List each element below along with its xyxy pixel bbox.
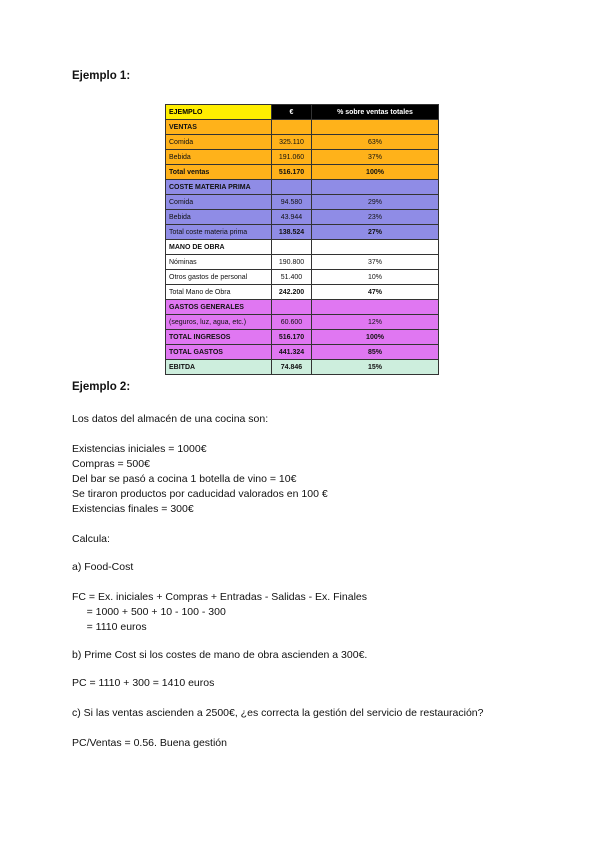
question-b: b) Prime Cost si los costes de mano de obra ascienden a 300€.: [72, 649, 368, 661]
row-percent: 100%: [312, 330, 439, 345]
row-label: Total coste materia prima: [166, 225, 272, 240]
table-section-row: [166, 300, 439, 315]
data-line: Existencias iniciales = 1000€: [72, 443, 207, 455]
row-percent: [312, 300, 439, 315]
table-row: [166, 135, 439, 150]
row-percent: 29%: [312, 195, 439, 210]
row-value: [272, 180, 312, 195]
row-percent: 47%: [312, 285, 439, 300]
row-percent: 23%: [312, 210, 439, 225]
data-line: Del bar se pasó a cocina 1 botella de vino = 10€: [72, 473, 297, 485]
row-label: TOTAL INGRESOS: [166, 330, 272, 345]
table-row: [166, 150, 439, 165]
table-row: [166, 195, 439, 210]
row-value: 51.400: [272, 270, 312, 285]
table-section-row: [166, 240, 439, 255]
table-row: [166, 345, 439, 360]
table-row: [166, 360, 439, 375]
data-line: Compras = 500€: [72, 458, 150, 470]
row-value: 242.200: [272, 285, 312, 300]
intro-text: Los datos del almacén de una cocina son:: [72, 413, 269, 425]
row-value: 441.324: [272, 345, 312, 360]
row-label: EBITDA: [166, 360, 272, 375]
example-2-heading: Ejemplo 2:: [72, 381, 131, 393]
row-percent: 15%: [312, 360, 439, 375]
row-percent: 37%: [312, 255, 439, 270]
table-row: [166, 315, 439, 330]
row-label: VENTAS: [166, 120, 272, 135]
row-label: (seguros, luz, agua, etc.): [166, 315, 272, 330]
row-label: Bebida: [166, 210, 272, 225]
row-label: MANO DE OBRA: [166, 240, 272, 255]
table-section-row: [166, 180, 439, 195]
row-value: 325.110: [272, 135, 312, 150]
row-value: [272, 300, 312, 315]
table-row: [166, 330, 439, 345]
row-value: 94.580: [272, 195, 312, 210]
row-percent: [312, 120, 439, 135]
row-value: 138.524: [272, 225, 312, 240]
row-label: Total ventas: [166, 165, 272, 180]
pc-line: PC = 1110 + 300 = 1410 euros: [72, 677, 215, 689]
table-row: [166, 165, 439, 180]
table-row: [166, 255, 439, 270]
row-label: Total Mano de Obra: [166, 285, 272, 300]
row-value: 74.846: [272, 360, 312, 375]
row-percent: 12%: [312, 315, 439, 330]
example-1-heading: Ejemplo 1:: [72, 70, 131, 82]
table-section-row: [166, 120, 439, 135]
data-line: Se tiraron productos por caducidad valorados en 100 €: [72, 488, 328, 500]
row-value: 191.060: [272, 150, 312, 165]
row-label: Nóminas: [166, 255, 272, 270]
header-euro: €: [272, 105, 312, 120]
row-value: 516.170: [272, 330, 312, 345]
row-value: 190.800: [272, 255, 312, 270]
row-label: GASTOS GENERALES: [166, 300, 272, 315]
fc-line: = 1110 euros: [72, 621, 147, 633]
table-row: [166, 285, 439, 300]
data-line: Existencias finales = 300€: [72, 503, 194, 515]
row-percent: 85%: [312, 345, 439, 360]
row-label: Comida: [166, 135, 272, 150]
financial-table: [165, 104, 439, 375]
header-ejemplo: EJEMPLO: [166, 105, 272, 120]
fc-line: FC = Ex. iniciales + Compras + Entradas - Salidas - Ex. Finales: [72, 591, 367, 603]
row-label: COSTE MATERIA PRIMA: [166, 180, 272, 195]
row-value: [272, 240, 312, 255]
table-row: [166, 210, 439, 225]
row-value: 43.944: [272, 210, 312, 225]
row-percent: 27%: [312, 225, 439, 240]
row-label: Otros gastos de personal: [166, 270, 272, 285]
row-percent: [312, 240, 439, 255]
row-label: TOTAL GASTOS: [166, 345, 272, 360]
table-row: [166, 225, 439, 240]
row-percent: 100%: [312, 165, 439, 180]
row-label: Comida: [166, 195, 272, 210]
row-percent: 37%: [312, 150, 439, 165]
table-row: [166, 270, 439, 285]
question-a: a) Food-Cost: [72, 561, 134, 573]
row-percent: 10%: [312, 270, 439, 285]
answer-c: PC/Ventas = 0.56. Buena gestión: [72, 737, 227, 749]
row-value: 516.170: [272, 165, 312, 180]
row-value: [272, 120, 312, 135]
fc-line: = 1000 + 500 + 10 - 100 - 300: [72, 606, 226, 618]
calcula-label: Calcula:: [72, 533, 110, 545]
row-percent: [312, 180, 439, 195]
table-header-row: [166, 105, 439, 120]
row-label: Bebida: [166, 150, 272, 165]
row-percent: 63%: [312, 135, 439, 150]
question-c: c) Si las ventas ascienden a 2500€, ¿es correcta la gestión del servicio de restauración?: [72, 707, 484, 719]
row-value: 60.600: [272, 315, 312, 330]
header-percent: % sobre ventas totales: [312, 105, 439, 120]
